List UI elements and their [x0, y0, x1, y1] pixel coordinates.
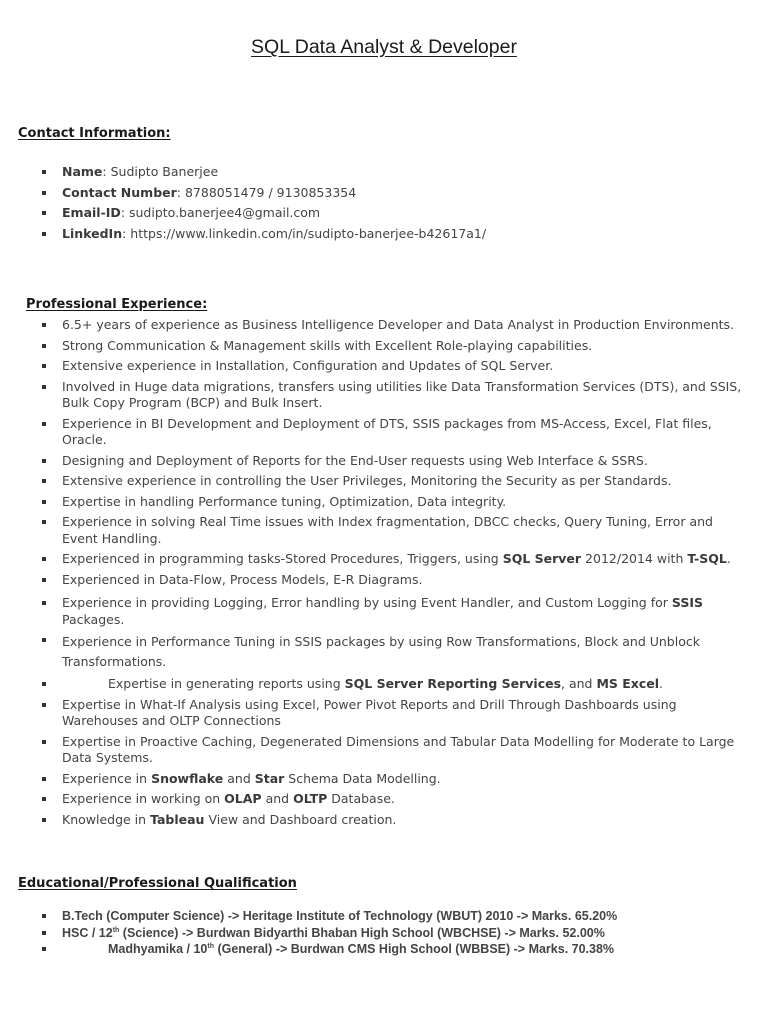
list-item: Knowledge in Tableau View and Dashboard creation.: [18, 812, 750, 829]
experience-heading: Professional Experience:: [26, 297, 208, 312]
list-item: Extensive experience in Installation, Configuration and Updates of SQL Server.: [18, 358, 750, 375]
contact-name: Name: Sudipto Banerjee: [18, 164, 758, 181]
list-item: Experience in providing Logging, Error handling by using Event Handler, and Custom Logging for SSIS Packages.: [18, 595, 750, 628]
list-item: Experienced in programming tasks-Stored Procedures, Triggers, using SQL Server 2012/2014 with T-SQL.: [18, 551, 750, 568]
list-item: Designing and Deployment of Reports for the End-User requests using Web Interface & SSRS.: [18, 453, 750, 470]
contact-list: [18, 164, 758, 242]
contact-heading: Contact Information:: [18, 126, 171, 141]
list-item: 6.5+ years of experience as Business Intelligence Developer and Data Analyst in Production Environments.: [18, 317, 750, 334]
list-item: HSC / 12th (Science) -> Burdwan Bidyarthi Bhaban High School (WBCHSE) -> Marks. 52.00%: [18, 925, 758, 942]
education-heading: Educational/Professional Qualification: [18, 876, 297, 891]
list-item: Strong Communication & Management skills with Excellent Role-playing capabilities.: [18, 338, 750, 355]
experience-list: [18, 317, 750, 828]
page-title: SQL Data Analyst & Developer: [251, 36, 517, 58]
education-list: [18, 908, 758, 958]
list-item: Extensive experience in controlling the User Privileges, Monitoring the Security as per Standards.: [18, 473, 750, 490]
contact-linkedin: LinkedIn: https://www.linkedin.com/in/sudipto-banerjee-b42617a1/: [18, 226, 758, 243]
list-item: Expertise in handling Performance tuning, Optimization, Data integrity.: [18, 494, 750, 511]
list-item: Expertise in What-If Analysis using Excel, Power Pivot Reports and Drill Through Dashboards using Warehouses and OLTP Connections: [18, 697, 750, 730]
list-item: Expertise in Proactive Caching, Degenerated Dimensions and Tabular Data Modelling for Moderate to Large Data Systems.: [18, 734, 750, 767]
list-item: Involved in Huge data migrations, transfers using utilities like Data Transformation Services (DTS), and SSIS, Bulk Copy Program (BCP) and Bulk Insert.: [18, 379, 750, 412]
list-item: Experience in Snowflake and Star Schema Data Modelling.: [18, 771, 750, 788]
list-item: Madhyamika / 10th (General) -> Burdwan CMS High School (WBBSE) -> Marks. 70.38%: [18, 941, 758, 958]
list-item: Expertise in generating reports using SQL Server Reporting Services, and MS Excel.: [18, 676, 750, 693]
list-item: B.Tech (Computer Science) -> Heritage Institute of Technology (WBUT) 2010 -> Marks. 65.20%: [18, 908, 758, 925]
contact-number: Contact Number: 8788051479 / 9130853354: [18, 185, 758, 202]
contact-email: Email-ID: sudipto.banerjee4@gmail.com: [18, 205, 758, 222]
list-item: Experience in solving Real Time issues with Index fragmentation, DBCC checks, Query Tuning, Error and Event Handling.: [18, 514, 750, 547]
list-item: Experienced in Data-Flow, Process Models, E-R Diagrams.: [18, 572, 750, 589]
list-item: Experience in Performance Tuning in SSIS packages by using Row Transformations, Block and Unblock Transformations.: [18, 632, 750, 672]
list-item: Experience in BI Development and Deployment of DTS, SSIS packages from MS-Access, Excel, Flat files, Oracle.: [18, 416, 750, 449]
list-item: Experience in working on OLAP and OLTP Database.: [18, 791, 750, 808]
